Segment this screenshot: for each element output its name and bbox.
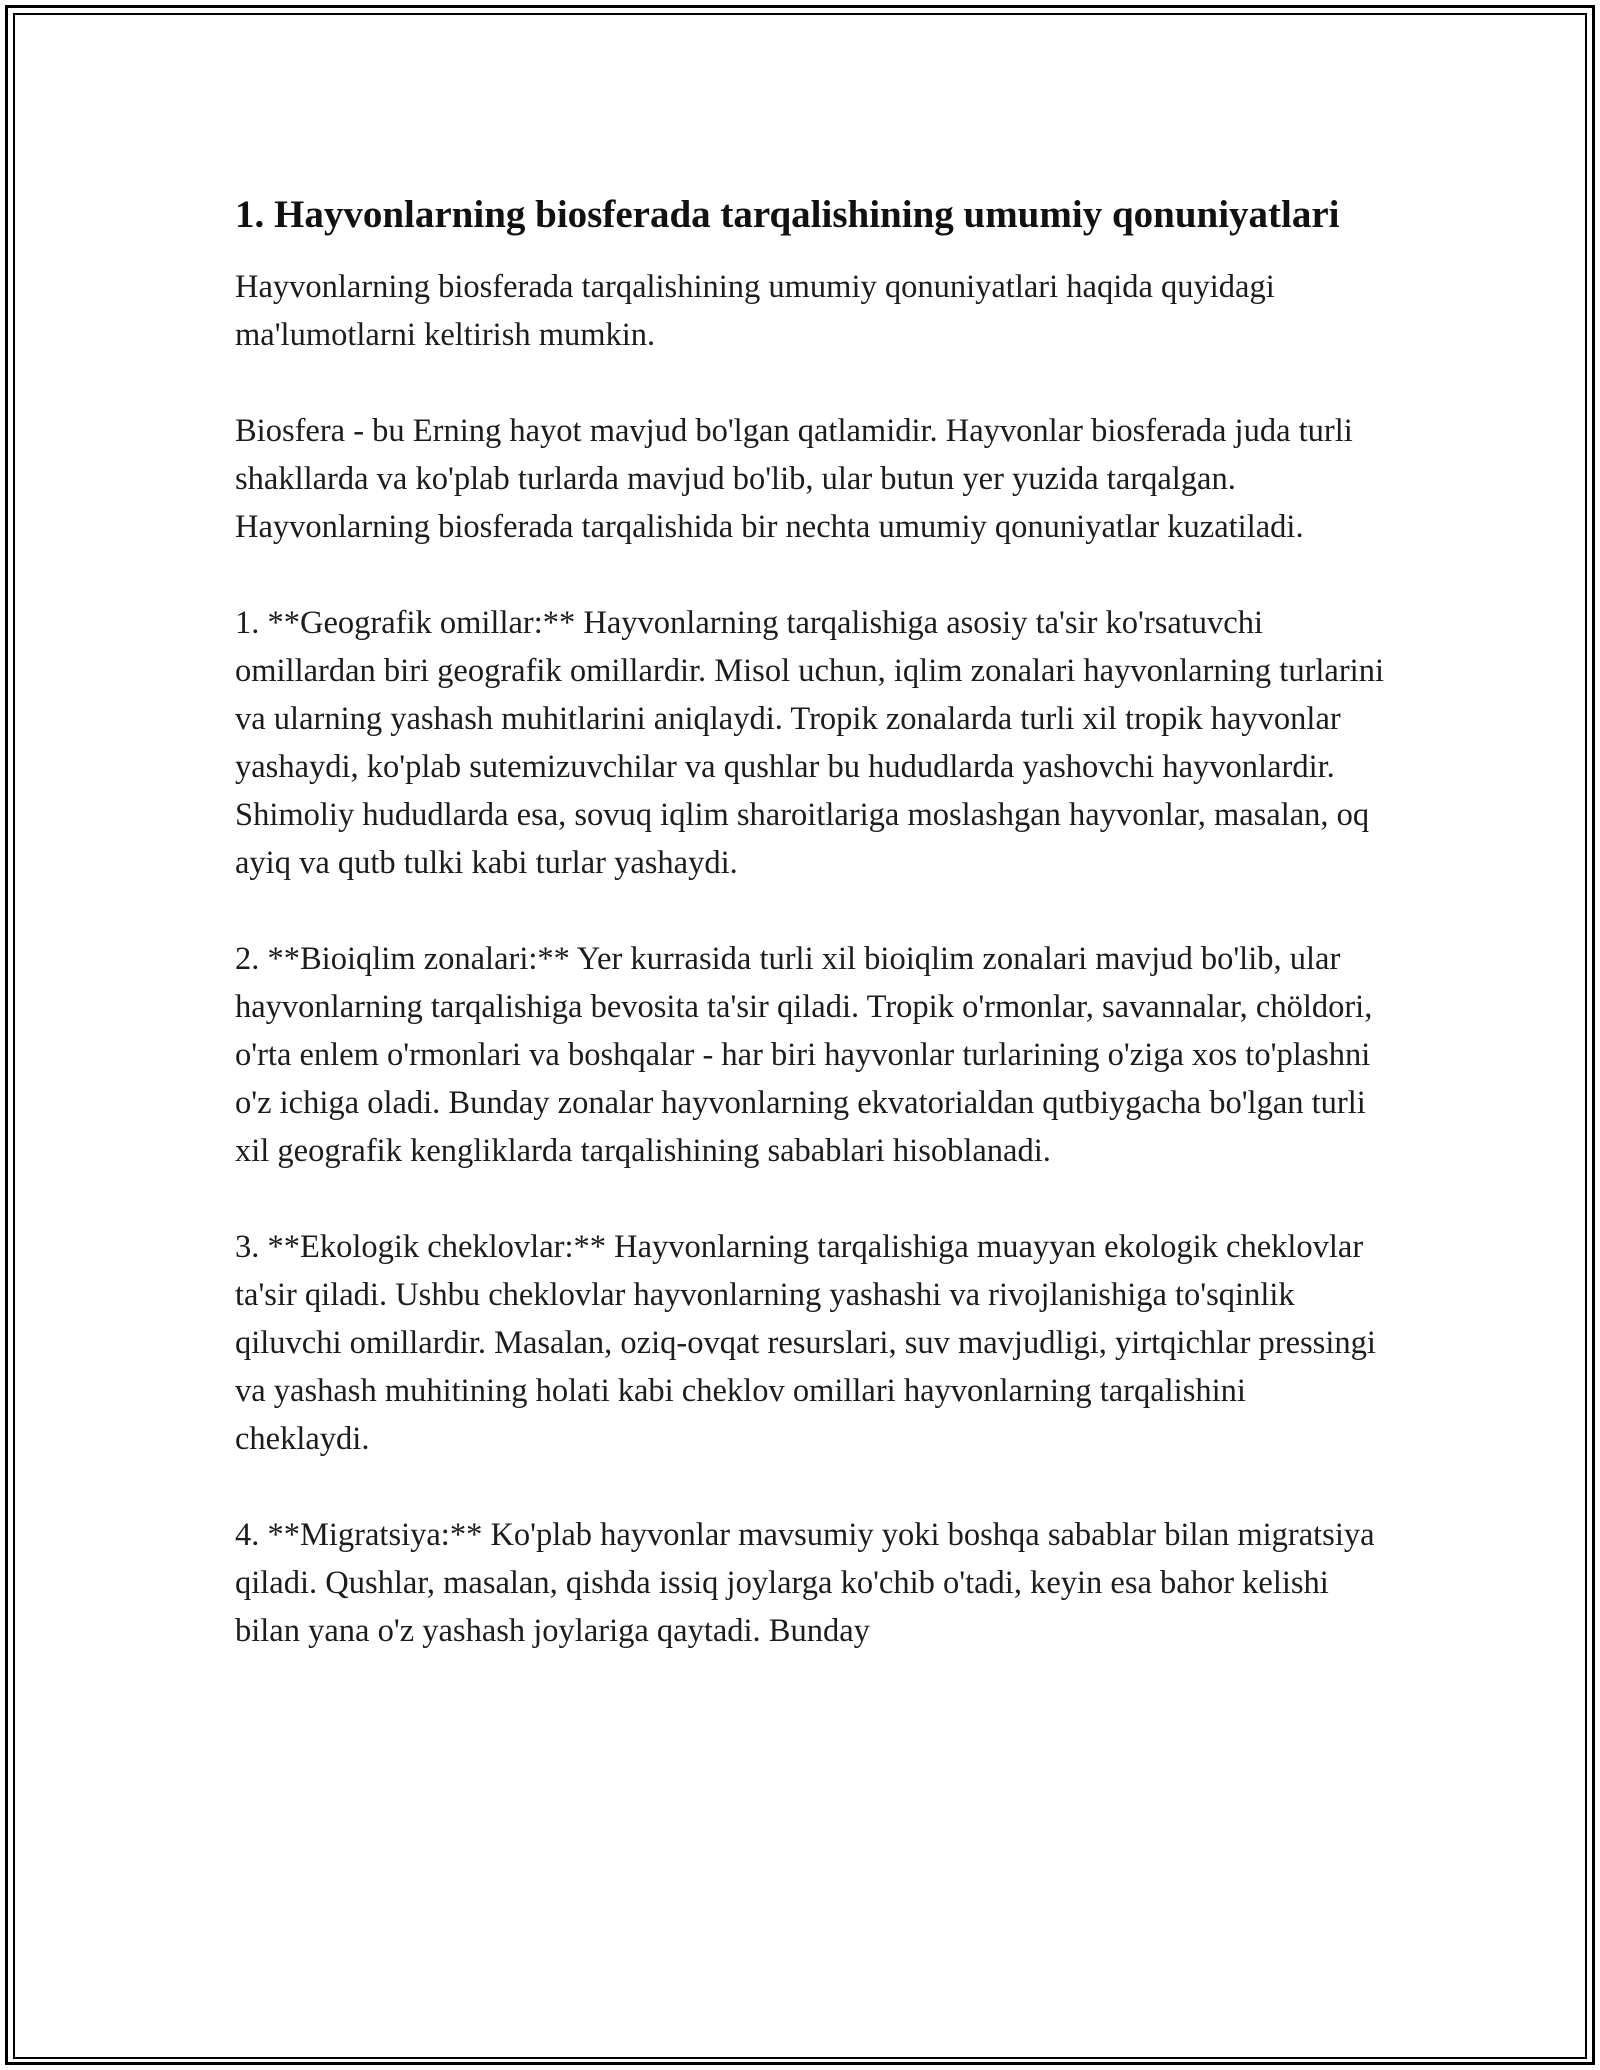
document-title: 1. Hayvonlarning biosferada tarqalishining umumiy qonuniyatlari	[235, 193, 1340, 236]
bioclimate-zones-paragraph: 2. **Bioiqlim zonalari:** Yer kurrasida turli xil bioiqlim zonalari mavjud bo'lib, ular hayvonlarning tarqalishiga bevosita ta'sir qiladi. Tropik o'rmonlar, savannalar, chöldori, o'rta enlem o'rmonlari va boshqalar - har biri hayvonlar turlarining o'ziga xos to'plashni o'z ichiga oladi. Bunday zonalar hayvonlarning ekvatorialdan qutbiygacha bo'lgan turli xil geografik kengliklarda tarqalishining sabablari hisoblanadi.	[235, 941, 1373, 1169]
intro-paragraph: Hayvonlarning biosferada tarqalishining umumiy qonuniyatlari haqida quyidagi ma'lumotlarni keltirish mumkin.	[235, 269, 1275, 353]
document-body	[235, 188, 1385, 1703]
migration-paragraph: 4. **Migratsiya:** Ko'plab hayvonlar mavsumiy yoki boshqa sabablar bilan migratsiya qiladi. Qushlar, masalan, qishda issiq joylarga ko'chib o'tadi, keyin esa bahor kelishi bilan yana o'z yashash joylariga qaytadi. Bunday	[235, 1517, 1375, 1649]
geographic-factors-paragraph: 1. **Geografik omillar:** Hayvonlarning tarqalishiga asosiy ta'sir ko'rsatuvchi omillardan biri geografik omillardir. Misol uchun, iqlim zonalari hayvonlarning turlarini va ularning yashash muhitlarini aniqlaydi. Tropik zonalarda turli xil tropik hayvonlar yashaydi, ko'plab sutemizuvchilar va qushlar bu hududlarda yashovchi hayvonlardir. Shimoliy hududlarda esa, sovuq iqlim sharoitlariga moslashgan hayvonlar, masalan, oq ayiq va qutb tulki kabi turlar yashaydi.	[235, 605, 1384, 881]
biosphere-paragraph: Biosfera - bu Erning hayot mavjud bo'lgan qatlamidir. Hayvonlar biosferada juda turli shakllarda va ko'plab turlarda mavjud bo'lib, ular butun yer yuzida tarqalgan. Hayvonlarning biosferada tarqalishida bir nechta umumiy qonuniyatlar kuzatiladi.	[235, 413, 1353, 545]
ecological-limits-paragraph: 3. **Ekologik cheklovlar:** Hayvonlarning tarqalishiga muayyan ekologik cheklovlar ta'sir qiladi. Ushbu cheklovlar hayvonlarning yashashi va rivojlanishiga to'sqinlik qiluvchi omillardir. Masalan, oziq-ovqat resurslari, suv mavjudligi, yirtqichlar pressingi va yashash muhitining holati kabi cheklov omillari hayvonlarning tarqalishini cheklaydi.	[235, 1229, 1376, 1457]
